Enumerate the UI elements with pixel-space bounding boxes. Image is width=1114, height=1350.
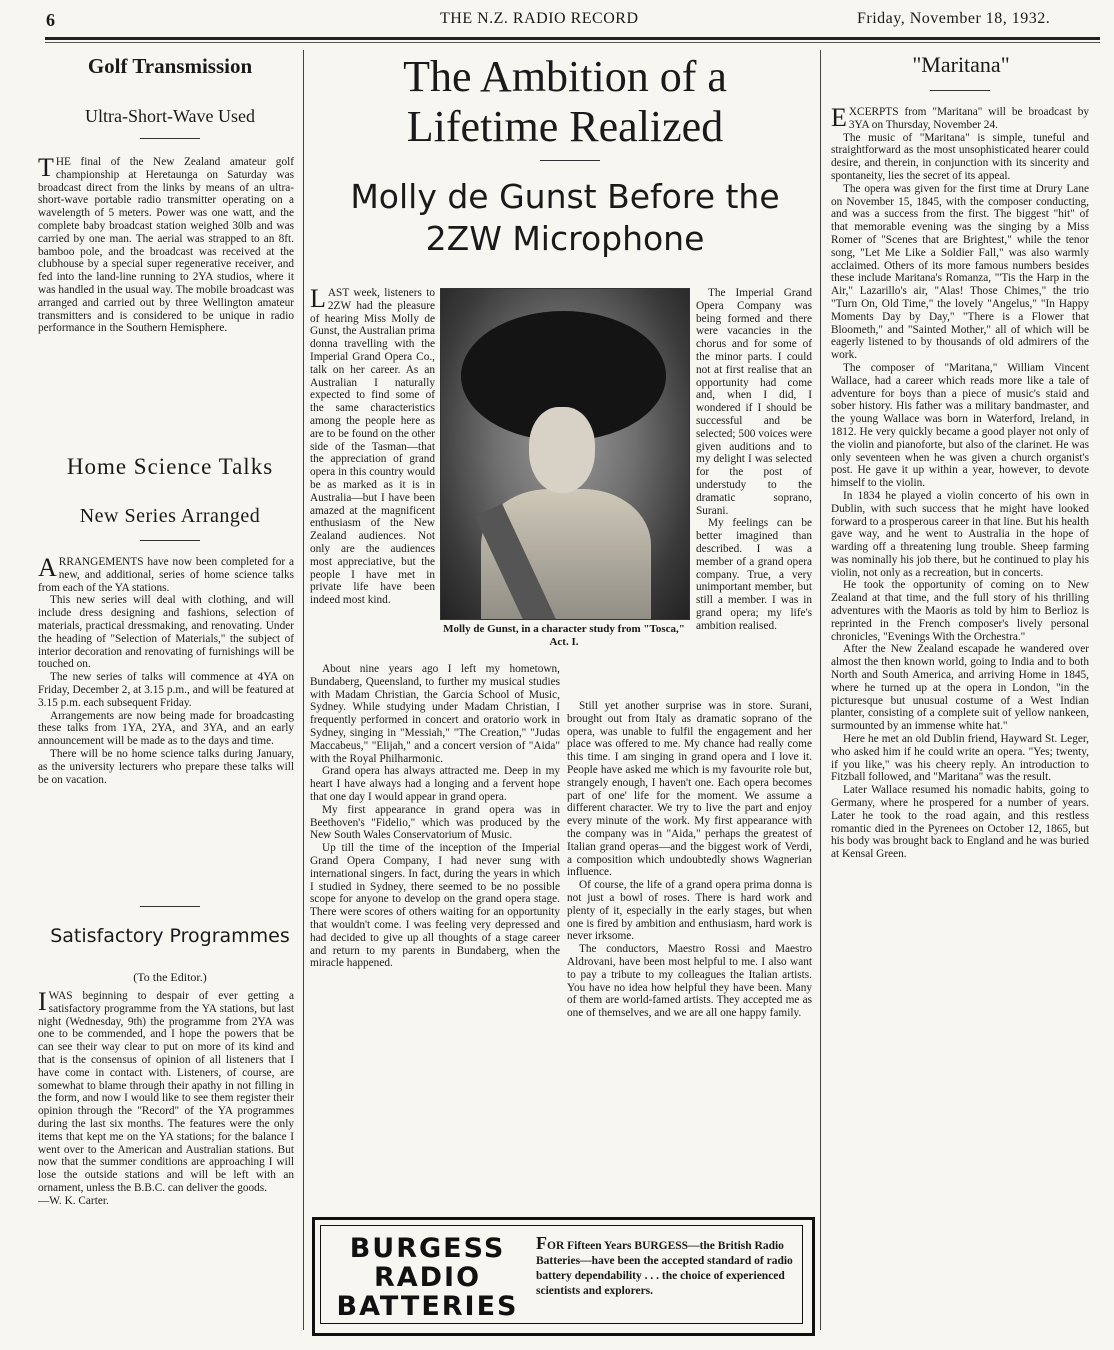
home-science-article [38, 556, 294, 896]
home-science-subtitle: New Series Arranged [79, 505, 261, 527]
paragraph: Arrangements are now being made for broadcasting these talks from 1YA, 2YA, and 3YA, and an early announcement will be made as to the days and time. [38, 709, 294, 748]
issue-date: Friday, November 18, 1932. [857, 10, 1051, 27]
paragraph: Of course, the life of a grand opera prima donna is not just a bowl of roses. There is hard work and plenty of it, especially in the early stages, but when one is fired by ambition and enthusiasm, hard work is never irksome. [567, 879, 812, 943]
masthead-rule-thin [45, 42, 1100, 43]
golf-title: Golf Transmission [87, 54, 253, 78]
feature-right-narrow-column [696, 287, 812, 663]
home-science-title: Home Science Talks [66, 454, 274, 479]
burgess-advertisement [312, 1217, 815, 1336]
paragraph: Grand opera has always attracted me. Deep in my heart I have always had a longing and a fervent hope that one day I would appear in grand opera. [310, 765, 560, 803]
paragraph: Up till the time of the inception of the Imperial Grand Opera Company, I had never sung with international singers. In fact, during the years in which I studied in Sydney, there seemed to be no possible scope for anyone to develop on the grand opera stage. There were scores of others waiting for an opportunity that wouldn't come. I was feeling very depressed and had decided to give up all thoughts of a stage career and return to my parents in Bundaberg, when the miracle happened. [310, 842, 560, 970]
golf-subtitle: Ultra-Short-Wave Used [85, 106, 255, 126]
divider [930, 90, 990, 91]
golf-article [38, 156, 294, 426]
drop-cap: E [831, 106, 847, 132]
divider [540, 160, 600, 161]
drop-cap: L [310, 287, 326, 313]
paragraph: The composer of "Maritana," William Vincent Wallace, had a career which reads more like a tale of adventure for boys than a piece of music's staid and sober history. His father was a military bandmaster, and the young Wallace was born in Waterford, Ireland, in 1812. He very quickly became a good player not only of the violin and pianoforte, but also of the clarinet. He was only seventeen when he was given a church organist's post. He gave it up within a year, however, to devote himself to the violin. [831, 361, 1089, 490]
paragraph: Later Wallace resumed his nomadic habits, going to Germany, where he prospered for a number of years. Later he took to the road again, and this restless romantic died in the Pyrenees on October 12, 1865, but his body was brought back to England and he was buried at Kensal Green. [831, 784, 1089, 861]
maritana-article [831, 106, 1089, 1328]
paragraph: The conductors, Maestro Rossi and Maestro Aldrovani, have been most helpful to me. I also want to pay a tribute to my colleagues the Italian artists. You have no idea how helpful they have been. Many of them are world-famed artists. They accepted me as one of themselves, and we are all one happy family. [567, 943, 812, 1020]
drop-cap: I [38, 990, 47, 1016]
satisfactory-article [38, 990, 294, 1330]
letter-byline: (To the Editor.) [133, 970, 207, 984]
paragraph: This new series will deal with clothing, and will include dress designing and fashions, selection of materials, practical dressmaking, and renovating. Under the heading of "Selection of Materials," the subject of interior decoration and renovating of furnishings will be touched on. [38, 594, 294, 671]
divider [140, 138, 200, 139]
column-divider [303, 50, 304, 1330]
letter-signature: —W. K. Carter. [38, 1194, 109, 1207]
masthead-rule [45, 37, 1100, 40]
column-divider [820, 50, 821, 1330]
feature-subhead: Molly de Gunst Before the 2ZW Microphone [350, 177, 780, 258]
portrait-photo [440, 288, 690, 620]
page-number: 6 [46, 10, 56, 30]
paragraph: RRANGEMENTS have now been completed for a new, and additional, series of home science talks from each of the YA stations. [38, 556, 294, 594]
paragraph: The Imperial Grand Opera Company was being formed and there were vacancies in the chorus and for some of the minor parts. I could not at first realise that an opportunity had come and, when I did, I wondered if I should be successful and be selected; 500 voices were given auditions and to my delight I was selected for the post of understudy to the dramatic soprano, Surani. [696, 287, 812, 517]
paragraph: Here he met an old Dublin friend, Hayward St. Leger, who asked him if he could write an opera. "Yes; twenty, if you like," was his cheery reply. An introduction to Fitzball followed, and "Maritana" was the result. [831, 733, 1089, 784]
paragraph: The opera was given for the first time at Drury Lane on November 15, 1845, with the composer conducting, and was a success from the first. The biggest "hit" of that memorable evening was the singing by a Miss Romer of "Scenes that are Brightest," while the tenor song, "Let Me Like a Soldier Fall," was also warmly acclaimed. Others of its more famous numbers besides these include Maritana's Romanza, "'Tis the Harp in the Air," Lazarillo's air, "Alas! Those Chimes," the trio "Turn On, Old Time," the lovely "Angelus," "In Happy Moments Day by Day," "There is a Flower that Bloometh," and "Sainted Mother," all of which will be eagerly listened to by thousands of old admirers of the work. [831, 182, 1089, 362]
feature-right-column [567, 700, 812, 1181]
drop-cap: A [38, 556, 57, 582]
paragraph: About nine years ago I left my hometown, Bundaberg, Queensland, to further my musical studies with Madam Christian, the Garcia School of Music, Sydney. While studying under Madam Christian, I frequently performed in concert and oratorio work in Sydney, singing in "Messiah," "The Creation," "Judas Maccabeus," "Elijah," and a concert version of "Aida" with the Royal Philharmonic. [310, 663, 560, 765]
drop-cap: T [38, 156, 54, 182]
paragraph: The new series of talks will commence at 4YA on Friday, December 2, at 3.15 p.m., and will be featured at 3.15 p.m. each subsequent Friday. [38, 671, 294, 709]
paragraph: My first appearance in grand opera was in Beethoven's "Fidelio," which was produced by the New South Wales Conservatorium of Music. [310, 803, 560, 842]
maritana-title: "Maritana" [912, 52, 1010, 77]
photo-caption: Molly de Gunst, in a character study from "Tosca," Act. I. [443, 623, 685, 648]
paragraph: The music of "Maritana" is simple, tuneful and straightforward as the most unsophisticated hearer could desire, and therein, in conjunction with its sincerity and spontaneity, lies the secret of its appeal. [831, 131, 1089, 182]
paragraph: He took the opportunity of coming on to New Zealand at that time, and the full story of his thrilling adventures with the Maoris as told by him to Berlioz is reprinted in the French composer's lively personal chronicles, "Evenings With the Orchestra." [831, 579, 1089, 643]
letter-body: WAS beginning to despair of ever getting a satisfactory programme from the YA stations, but last night (Wednesday, 9th) the programme from 2YA was one to be commended, and I hope the powers that be can see their way clear to put on more of its kind and that is the consensus of opinion of all listeners that I have come in contact with. Listeners, of course, are somewhat to blame through their apathy in not filling in the form, and now I would like to see them register their opinion through the "Record" of the YA programmes during the last six months. The features were the only items that kept me on the YA stations; for the balance I went over to the American and Australian stations. But now that the summer conditions are approaching I will lose the outside stations and will be left with an ornament, unless the B.B.C. can deliver the goods. [38, 990, 294, 1194]
divider [140, 906, 200, 907]
paragraph: My feelings can be better imagined than described. I was a member of a grand opera company. True, a very unimportant member, but still a member. I was in grand opera; my life's ambition realised. [696, 517, 812, 632]
paragraph: XCERPTS from "Maritana" will be broadcast by 3YA on Thursday, November 24. [848, 106, 1089, 131]
paragraph: After the New Zealand escapade he wandered over almost the then known world, going to India and to both North and South America, and arriving Home in 1845, where he turned up at the opera in London, "in the picturesque but unusual costume of a West Indian planter, consisting of a complete suit of yellow nankeen, surmounted by an immense white hat." [831, 643, 1089, 733]
publication-title: THE N.Z. RADIO RECORD [440, 10, 639, 27]
ad-copy: FOR Fifteen Years BURGESS—the British Radio Batteries—have been the accepted standard of radio battery dependability . . . the choice of experienced scientists and explorers. [536, 1233, 793, 1297]
satisfactory-title: Satisfactory Programmes [50, 925, 290, 947]
burgess-logo: BURGESS RADIO BATTERIES [336, 1233, 519, 1322]
feature-left-column [310, 663, 560, 1181]
paragraph: Still yet another surprise was in store. Surani, brought out from Italy as dramatic soprano of the opera, was unable to fulfil the engagement and her place was offered to me. My chance had really come this time. I am singing in grand opera and I love it. People have asked me which is my favourite role but, strangely enough, I haven't one. Each opera becomes part of one' life for the moment. We assume a different character. We try to live the part and enjoy every minute of the work. My first appearance with the company was in "Aida," perhaps the greatest of Italian grand operas—and the biggest work of Verdi, a composition which undoubtedly shows Wagnerian influence. [567, 700, 812, 879]
feature-intro-column [310, 287, 435, 665]
golf-body: HE final of the New Zealand amateur golf championship at Heretaunga on Saturday was broadcast direct from the links by means of an ultra-short-wave portable radio transmitter operating on a wavelength of 5 meters. Power was one watt, and the complete baby broadcast station weighed 30lb and was carried by one man. The aerial was strapped to an 8ft. bamboo pole, and the broadcast was received at the clubhouse by a special super regenerative receiver, and fed into the land-line running to 2YA studios, where it was handled in the usual way. The mobile broadcast was arranged and carried out by three Wellington amateur transmitters and is considered to be unique in radio performance in the Southern Hemisphere. [38, 156, 294, 335]
feature-headline: The Ambition of a Lifetime Realized [403, 52, 727, 151]
divider [140, 540, 200, 541]
paragraph: In 1834 he played a violin concerto of his own in Dublin, with such success that he might have looked forward to a prosperous career in that line. But his health gave way, and he went to Australia in the hope of warding off a threatening lung trouble. Sheep farming was nominally his job there, but he continued to play his violin, not only as a recreation, but in concerts. [831, 489, 1089, 579]
feature-intro: AST week, listeners to 2ZW had the pleasure of hearing Miss Molly de Gunst, the Australian prima donna travelling with the Imperial Grand Opera Co., talk on her career. As an Australian I naturally expected to find some of the same characteristics among the people here as are to be found on the other side of the Tasman—that the appreciation of grand opera in this country would be as marked as it is in Australia—but I have been amazed at the magnificent enthusiasm of the New Zealand audiences. Not only are the audiences most appreciative, but the people I have met in private life have been indeed most kind. [310, 287, 435, 607]
paragraph: There will be no home science talks during January, as the university lecturers who prepare these talks will be on vacation. [38, 747, 294, 786]
